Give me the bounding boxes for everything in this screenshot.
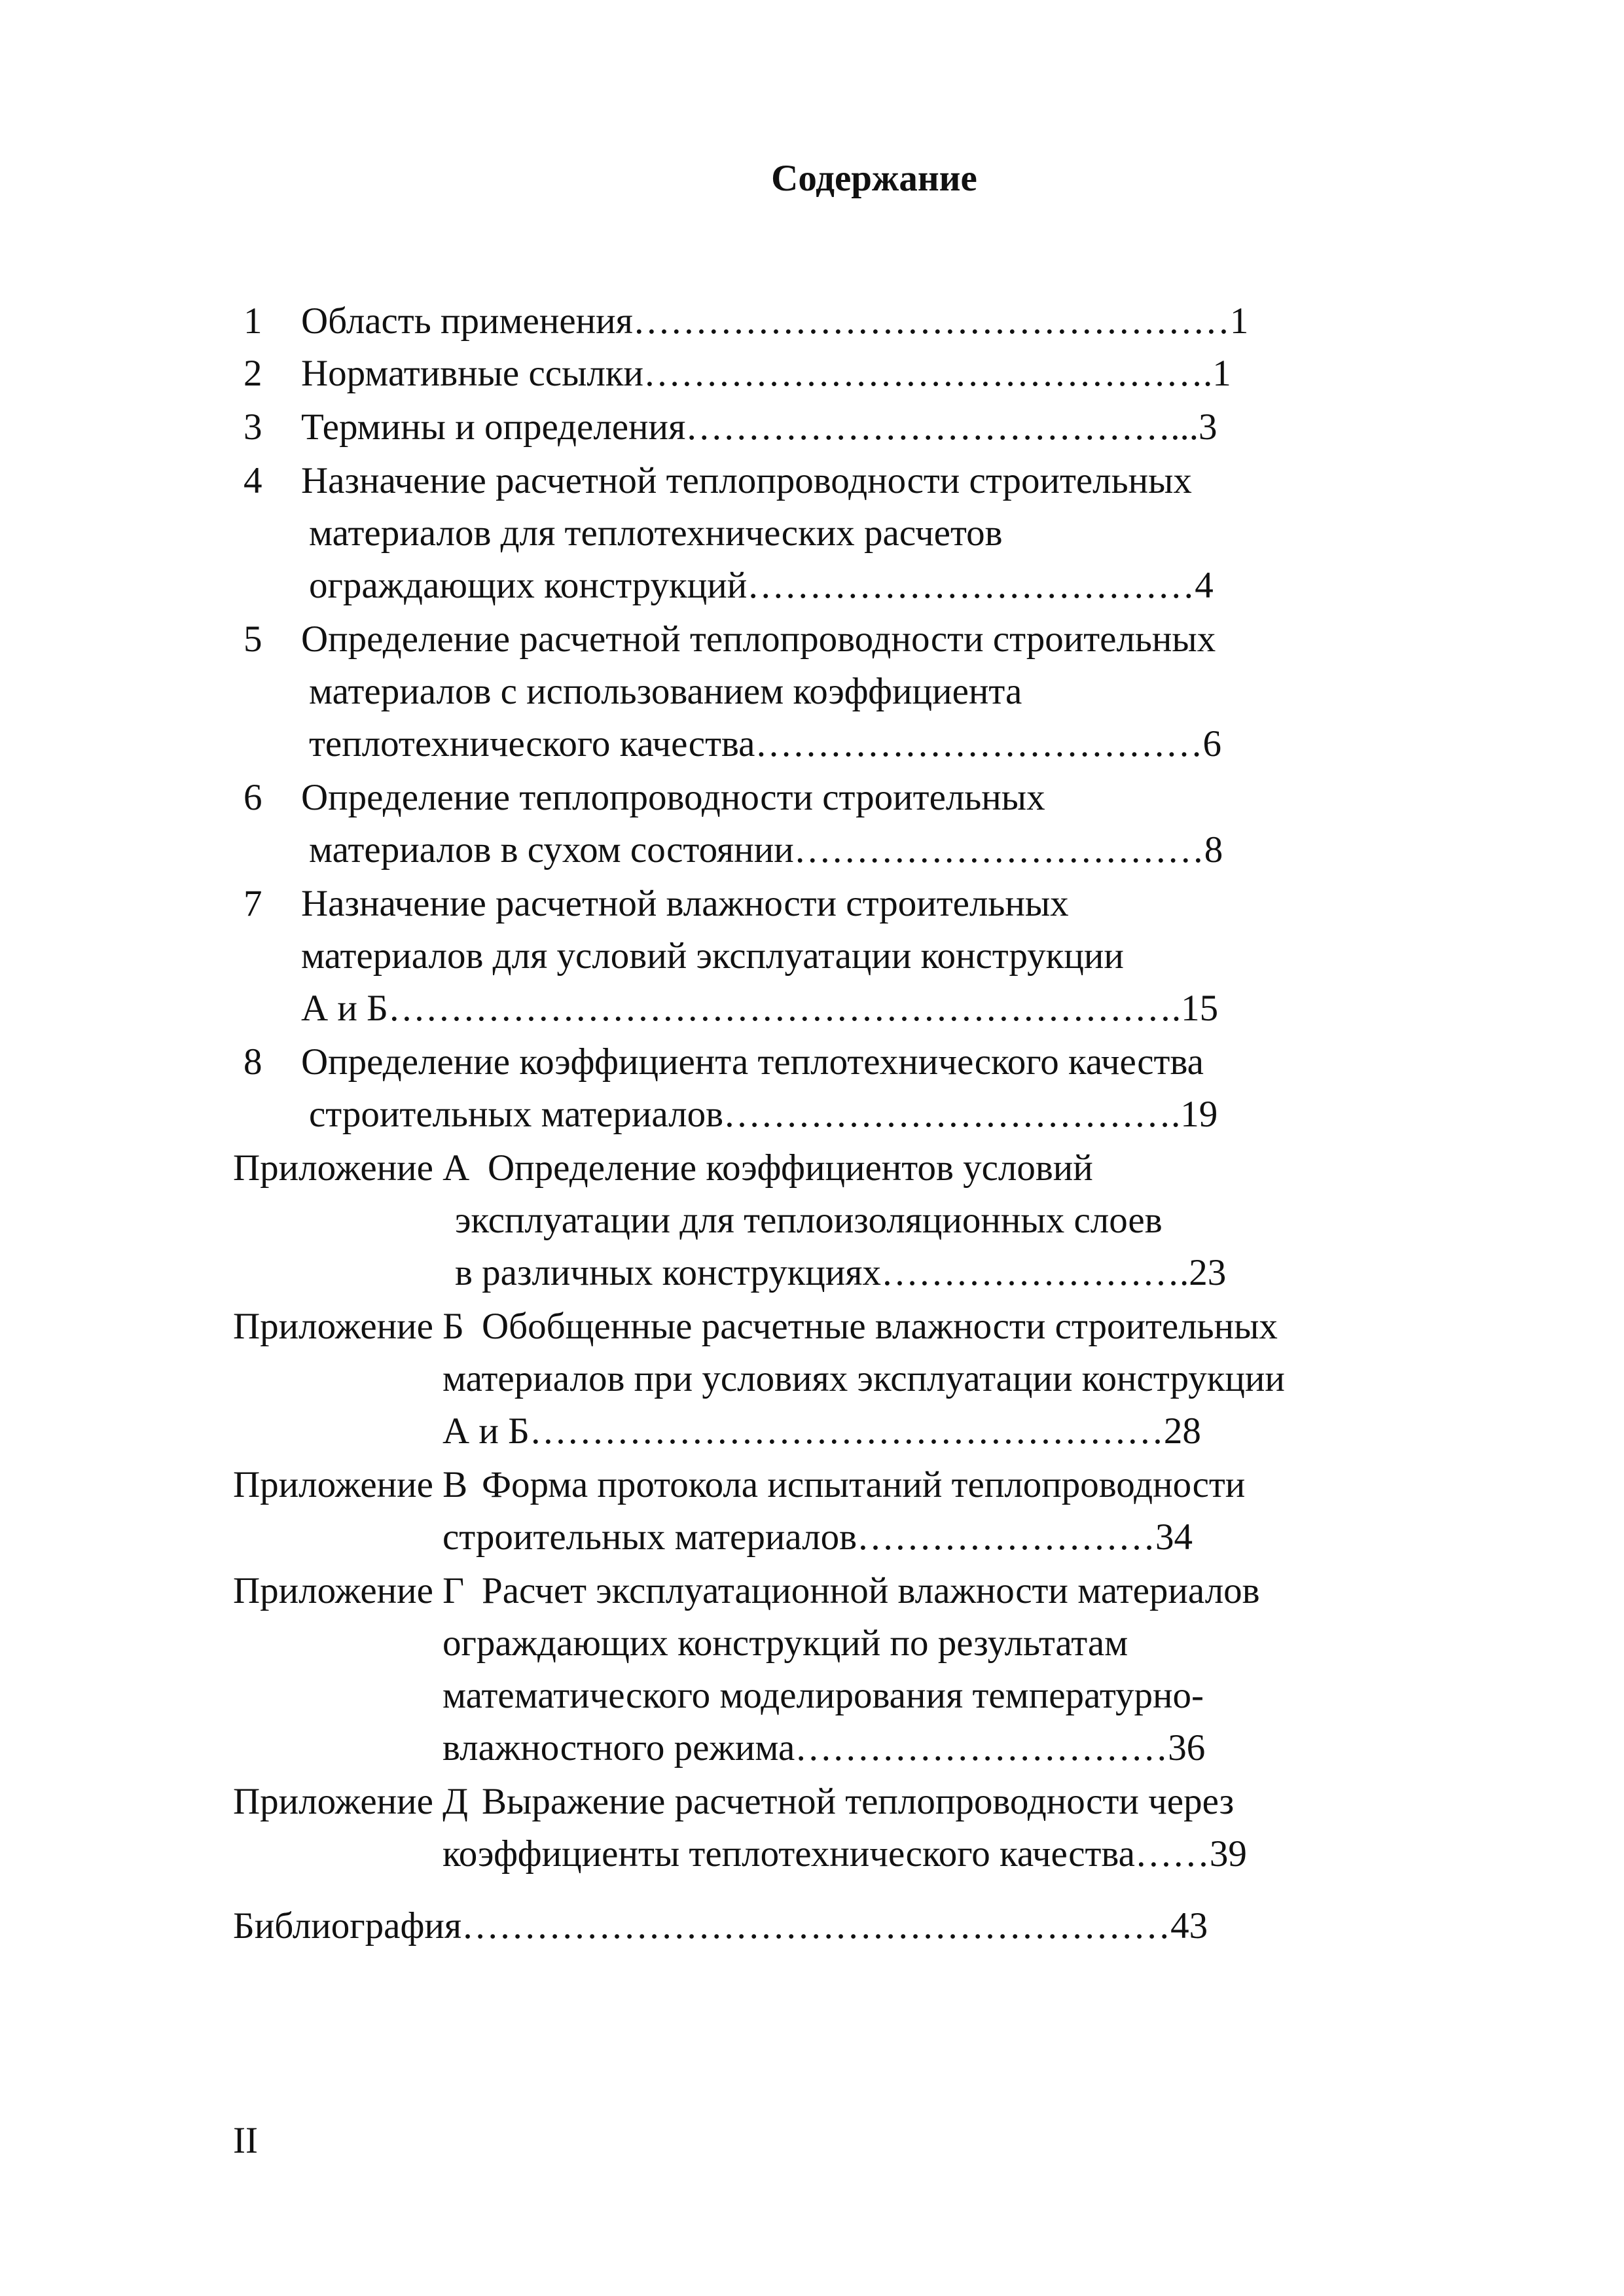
toc-number-5: 5 <box>244 619 262 660</box>
toc-number-8: 8 <box>244 1041 262 1083</box>
appendix-g-line-1: Расчет эксплуатационной влажности материалов <box>482 1570 1260 1611</box>
toc-entry-4-line-2: материалов для теплотехнических расчетов <box>309 512 1003 554</box>
appendix-v-line-1: Форма протокола испытаний теплопроводности <box>482 1464 1246 1505</box>
toc-entry-4-line-3: ограждающих конструкций………………………………4 <box>309 565 1214 606</box>
toc-entry-5-line-3: теплотехнического качества………………………………6 <box>309 723 1221 764</box>
toc-entry-4-line-1: Назначение расчетной теплопроводности строительных <box>301 460 1192 501</box>
toc-number-3: 3 <box>244 406 262 448</box>
toc-entry-3-line-1: Термины и определения…………………………………...3 <box>301 406 1218 448</box>
appendix-g-line-4: влажностного режима…………………………36 <box>442 1727 1206 1768</box>
appendix-a-line-3: в различных конструкциях…………………….23 <box>455 1252 1227 1293</box>
appendix-b-line-2: материалов при условиях эксплуатации конструкции <box>442 1358 1285 1399</box>
appendix-g-label: Приложение Г <box>233 1570 465 1611</box>
toc-entry-5-line-1: Определение расчетной теплопроводности строительных <box>301 619 1216 660</box>
toc-entry-7-line-3: А и Б……………………………………………………….15 <box>301 988 1219 1029</box>
appendix-d-line-1: Выражение расчетной теплопроводности через <box>482 1781 1235 1822</box>
appendix-d-label: Приложение Д <box>233 1781 469 1822</box>
toc-entry-8-line-2: строительных материалов……………………………….19 <box>309 1094 1218 1135</box>
appendix-v-line-2: строительных материалов……………………34 <box>442 1516 1193 1558</box>
toc-number-4: 4 <box>244 460 262 501</box>
toc-number-7: 7 <box>244 883 262 924</box>
appendix-g-line-2: ограждающих конструкций по результатам <box>442 1623 1128 1664</box>
page-title: Содержание <box>771 158 977 199</box>
toc-number-2: 2 <box>244 353 262 394</box>
appendix-a-label: Приложение А <box>233 1147 470 1189</box>
toc-number-6: 6 <box>244 777 262 818</box>
appendix-v-label: Приложение В <box>233 1464 468 1505</box>
toc-entry-2-line-1: Нормативные ссылки……………………………………….1 <box>301 353 1231 394</box>
toc-entry-1-line-1: Область применения…………………………………………1 <box>301 300 1249 342</box>
toc-entry-7-line-1: Назначение расчетной влажности строительных <box>301 883 1069 924</box>
toc-number-1: 1 <box>244 300 262 342</box>
toc-entry-7-line-2: материалов для условий эксплуатации конструкции <box>301 935 1124 977</box>
appendix-g-line-3: математического моделирования температурно- <box>442 1675 1204 1716</box>
appendix-b-line-3: А и Б……………………………………………28 <box>442 1410 1201 1452</box>
page-number: II <box>233 2120 258 2161</box>
appendix-a-line-2: эксплуатации для теплоизоляционных слоев <box>455 1200 1163 1241</box>
appendix-a-line-1: Определение коэффициентов условий <box>488 1147 1093 1189</box>
bibliography-entry: Библиография…………………………………………………43 <box>233 1905 1208 1946</box>
toc-entry-5-line-2: материалов с использованием коэффициента <box>309 671 1022 712</box>
toc-entry-8-line-1: Определение коэффициента теплотехнического качества <box>301 1041 1204 1083</box>
appendix-b-label: Приложение Б <box>233 1306 464 1347</box>
appendix-b-line-1: Обобщенные расчетные влажности строительных <box>482 1306 1278 1347</box>
toc-entry-6-line-2: материалов в сухом состоянии……………………………8 <box>309 829 1223 870</box>
appendix-d-line-2: коэффициенты теплотехнического качества……39 <box>442 1833 1247 1874</box>
toc-entry-6-line-1: Определение теплопроводности строительных <box>301 777 1045 818</box>
